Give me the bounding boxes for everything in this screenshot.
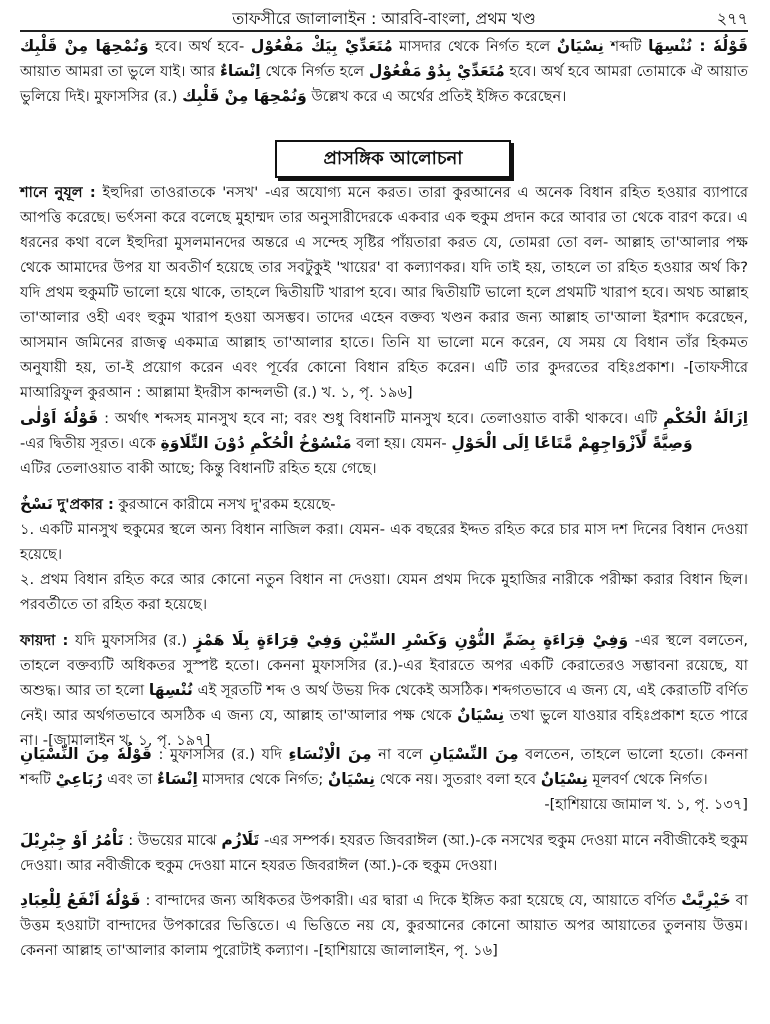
section-heading: প্রাসঙ্গিক আলোচনা <box>275 140 511 178</box>
arabic-text: نِسْيَانٌ <box>457 706 505 724</box>
paragraph-label: দু'প্রকার : <box>57 496 114 513</box>
arabic-text: تَلَازُم <box>221 831 260 849</box>
arabic-text: نِسْيَانٌ <box>556 37 604 55</box>
list-item: ২. প্রথম বিধান রহিত করে আর কোনো নতুন বিধান না দেওয়া। যেমন প্রথম দিকে মুহাজির নারীকে পরীক্ষা করার বিধান ছিল। পরবর্তীতে তা রহিত করা হয়েছে। <box>20 571 748 613</box>
jibril-paragraph: نَاْمُرُ اَوْ جِبْرِيْلَ : উভয়ের মাঝে تَلَازُم -এর সম্পর্ক। হযরত জিবরাঈল (আ.)-কে নসখের হুকুম দেওয়া মানে নবীজীকেই হুকুম দেওয়া। আর নবীজীকে হুকুম দেওয়া মানে হযরত জিবরাঈল (আ.)-কে হুকুম দেওয়া। <box>20 831 749 874</box>
arabic-text: مُتَعَدِّيْ بِدُوْ مَفْعُوْل <box>368 62 505 80</box>
arabic-text: مِنَ النِّسْيَانِ <box>429 745 519 763</box>
paragraph-label: শানে নুযূল : <box>20 184 96 201</box>
list-item: ১. একটি মানসুখ হুকুমের স্থলে অন্য বিধান নাজিল করা। যেমন- এক বছরের ইদ্দত রহিত করে চার মাস দশ দিনের বিধান দেওয়া হয়েছে। <box>20 521 748 563</box>
arabic-text: مِنَ الْاِنْسَاءِ <box>288 745 372 763</box>
arabic-text: خَيْرِيَّتْ <box>681 891 731 909</box>
arabic-text: رُبَاعِيْ <box>55 770 103 788</box>
arabic-text: قَوْلُهٗ : نُنْسِهَا <box>648 37 749 55</box>
arabic-text: وَفِيْ قِرَاءَةٍ بِلَا هَمْزٍ <box>193 631 342 649</box>
intro-paragraph: وَنُمْحِهَا مِنْ قَلْبِك হবে। অর্থ হবে- مُتَعَدِّيْ بِيَكْ مَفْعُوْل মাসদার থেকে নির্গত হলে نِسْيَانٌ শব্দটি قَوْلُهٗ : نُنْسِهَا আয়াত আমরা তা ভুলে যাই। আর اِنْسَاءٌ থেকে নির্গত হলে مُتَعَدِّيْ بِدُوْ مَفْعُوْل হবে। অর্থ হবে আমরা তোমাকে ঐ আয়াত ভুলিয়ে দিই। মুফাসসির (র.) وَنُمْحِهَا مِنْ قَلْبِك উল্লেখ করে এ অর্থের প্রতিই ইঙ্গিত করেছেন। <box>20 37 749 105</box>
paragraph-label: ফায়দা : <box>20 632 69 649</box>
arabic-text: وَنُمْحِهَا مِنْ قَلْبِك <box>20 37 149 55</box>
shane-nuzul-paragraph: শানে নুযূল : ইহুদিরা তাওরাতকে 'নসখ' -এর অযোগ্য মনে করত। তারা কুরআনের এ অনেক বিধান রহিত হওয়ার ব্যাপারে আপত্তি করেছে। ভর্ৎসনা করে বলেছে মুহাম্মদ তার অনুসারীদেরকে একবার এক হুকুম প্রদান করে আবার তা থেকে বারণ করে। এ ধরনের কথা বলে ইহুদিরা মুসলমানদের অন্তরে এ সন্দেহ সৃষ্টির পাঁয়তারা করত যে, তোমরা তো বল- আল্লাহ তা'আলার পক্ষ থেকে আমাদের উপর যা অবতীর্ণ হয়েছে তার সবটুকুই 'খায়ের' বা কল্যাণকর। যদি তাই হয়, তাহলে তা রহিত হওয়ার অর্থ কি? যদি প্রথম হুকুমটি ভালো হয়ে থাকে, তাহলে দ্বিতীয়টি খারাপ হবে। আর দ্বিতীয়টি ভালো হলে প্রথমটি খারাপ হবে। অথচ আল্লাহ তা'আলার ওহী এবং হুকুম খারাপ হওয়া অসম্ভব। তাদের এহেন বক্তব্য খণ্ডন করার জন্য আল্লাহ তা'আলা ইরশাদ করেছেন, আসমান জমিনের রাজত্ব একমাত্র আল্লাহ তা'আলার হাতে। তিনি যা ভালো মনে করেন, যে সময় যে বিধান তাঁর হিকমত অনুযায়ী হয়, তা-ই প্রয়োগ করেন এবং পূর্বের কোনো বিধান রহিত করেন। এটি তার কুদরতের বহিঃপ্রকাশ। -[তাফসীরে মাআরিফুল কুরআন : আল্লামা ইদরীস কান্দলভী (র.) খ. ১, পৃ. ১৯৬] <box>20 184 749 401</box>
nisyan-paragraph: قَوْلُهٗ مِنَ النِّسْيَانِ : মুফাসসির (র.) যদি مِنَ الْاِنْسَاءِ না বলে مِنَ النِّسْيَانِ বলতেন, তাহলে ভালো হতো। কেননা শব্দটি رُبَاعِيْ এবং তা اِنْسَاءٌ মাসদার থেকে নির্গত; نِسْيَانٌ থেকে নয়। সুতরাং বলা হবে نِسْيَانٌ মূলবর্ণ থেকে নির্গত। -[হাশিয়ায়ে জামাল খ. ১, পৃ. ১৩৭] <box>20 742 748 817</box>
arabic-text: مَنْسُوْخُ الْحُكْمِ دُوْنَ التِّلَاوَةِ <box>160 434 352 452</box>
arabic-text: اِزَالَةُ الْحُكْمِ <box>663 409 749 427</box>
running-title: তাফসীরে জালালাইন : আরবি-বাংলা, প্রথম খণ্ড <box>232 9 536 28</box>
arabic-text: وَصِيَّةً لِّاَزْوَاجِهِمْ مَّتَاعًا اِلَى الْحَوْلِ <box>451 434 693 452</box>
arabic-text: وَفِيْ قِرَاءَةٍ بِضَمِّ النُّوْنِ وَكَسْرِ السِّيْنِ <box>348 631 629 649</box>
awla-paragraph: قَوْلُهٗ اَوْلٰى : অর্থাৎ শব্দসহ মানসুখ হবে না; বরং শুধু বিধানটি মানসুখ হবে। তেলাওয়াত বাকী থাকবে। এটি اِزَالَةُ الْحُكْمِ -এর দ্বিতীয় সূরত। একে مَنْسُوْخُ الْحُكْمِ دُوْنَ التِّلَاوَةِ বলা হয়। যেমন- وَصِيَّةً لِّاَزْوَاجِهِمْ مَّتَاعًا اِلَى الْحَوْلِ এটির তেলাওয়াত বাকী আছে; কিন্তু বিধানটি রহিত হয়ে গেছে। <box>20 409 749 477</box>
arabic-text: اِنْسَاءٌ <box>219 62 261 80</box>
citation: -[হাশিয়ায়ে জামাল খ. ১, পৃ. ১৩৭] <box>544 796 748 813</box>
fayda-paragraph: ফায়দা : যদি মুফাসসির (র.) وَفِيْ قِرَاءَةٍ بِلَا هَمْزٍ وَفِيْ قِرَاءَةٍ بِضَمِّ النُّوْنِ وَكَسْرِ السِّيْنِ -এর স্থলে বলতেন, তাহলে বক্তব্যটি অধিকতর সুস্পষ্ট হতো। কেননা মুফাসসির (র.)-এর ইবারতে অপর একটি কেরাতেরও সম্ভাবনা রয়েছে, যা অশুদ্ধ। আর তা হলো نُنْسِهَا এই সূরতটি শব্দ ও অর্থ উভয় দিক থেকেই অসঠিক। শব্দগতভাবে এ জন্য যে, এই কেরাতটি বর্ণিত নেই। আর অর্থগতভাবে অসঠিক এ জন্য যে, আল্লাহ তা'আলার পক্ষ থেকে نِسْيَانٌ তথা ভুলে যাওয়ার বহিঃপ্রকাশ হতে পারে না। -[জামালাইন খ. ১, পৃ. ১৯৭] <box>20 631 749 749</box>
arabic-heading: قَوْلُهٗ اَوْلٰى <box>20 409 99 427</box>
arabic-text: نُنْسِهَا <box>148 681 193 699</box>
page-header <box>20 4 748 32</box>
naskh-section: نَسْخٌ দু'প্রকার : কুরআনে কারীমে নসখ দু'রকম হয়েছে- ১. একটি মানসুখ হুকুমের স্থলে অন্য বিধান নাজিল করা। যেমন- এক বছরের ইদ্দত রহিত করে চার মাস দশ দিনের বিধান দেওয়া হয়েছে। ২. প্রথম বিধান রহিত করে আর কোনো নতুন বিধান না দেওয়া। যেমন প্রথম দিকে মুহাজির নারীকে পরীক্ষা করার বিধান ছিল। পরবর্তীতে তা রহিত করা হয়েছে। <box>20 492 748 617</box>
arabic-heading: نَاْمُرُ اَوْ جِبْرِيْلَ <box>20 831 124 849</box>
arabic-text: اِنْسَاءٌ <box>157 770 198 788</box>
arabic-heading: قَوْلُهٗ اَنْفَعُ لِلْعِبَادِ <box>20 891 141 909</box>
arabic-text: وَنُمْحِهَا مِنْ قَلْبِك <box>182 87 307 105</box>
arabic-text: مُتَعَدِّيْ بِيَكْ مَفْعُوْل <box>250 37 393 55</box>
arabic-text: نِسْيَانٌ <box>540 770 588 788</box>
anfa-paragraph: قَوْلُهٗ اَنْفَعُ لِلْعِبَادِ : বান্দাদের জন্য অধিকতর উপকারী। এর দ্বারা এ দিকে ইঙ্গিত করা হয়েছে যে, আয়াতে বর্ণিত خَيْرِيَّتْ বা উত্তম হওয়াটা বান্দাদের উপকারের ভিত্তিতে। এ ভিত্তিতে নয় যে, কুরআনের কোনো আয়াত অপর আয়াতের তুলনায় উত্তম। কেননা আল্লাহ তা'আলার কালাম পুরোটাই কল্যাণ। -[হাশিয়ায়ে জালালাইন, পৃ. ১৬] <box>20 891 748 959</box>
arabic-heading: قَوْلُهٗ مِنَ النِّسْيَانِ <box>20 745 152 763</box>
page-number: ২৭৭ <box>716 9 748 28</box>
arabic-text: نِسْيَانٌ <box>328 770 375 788</box>
arabic-heading: نَسْخٌ <box>20 495 53 513</box>
